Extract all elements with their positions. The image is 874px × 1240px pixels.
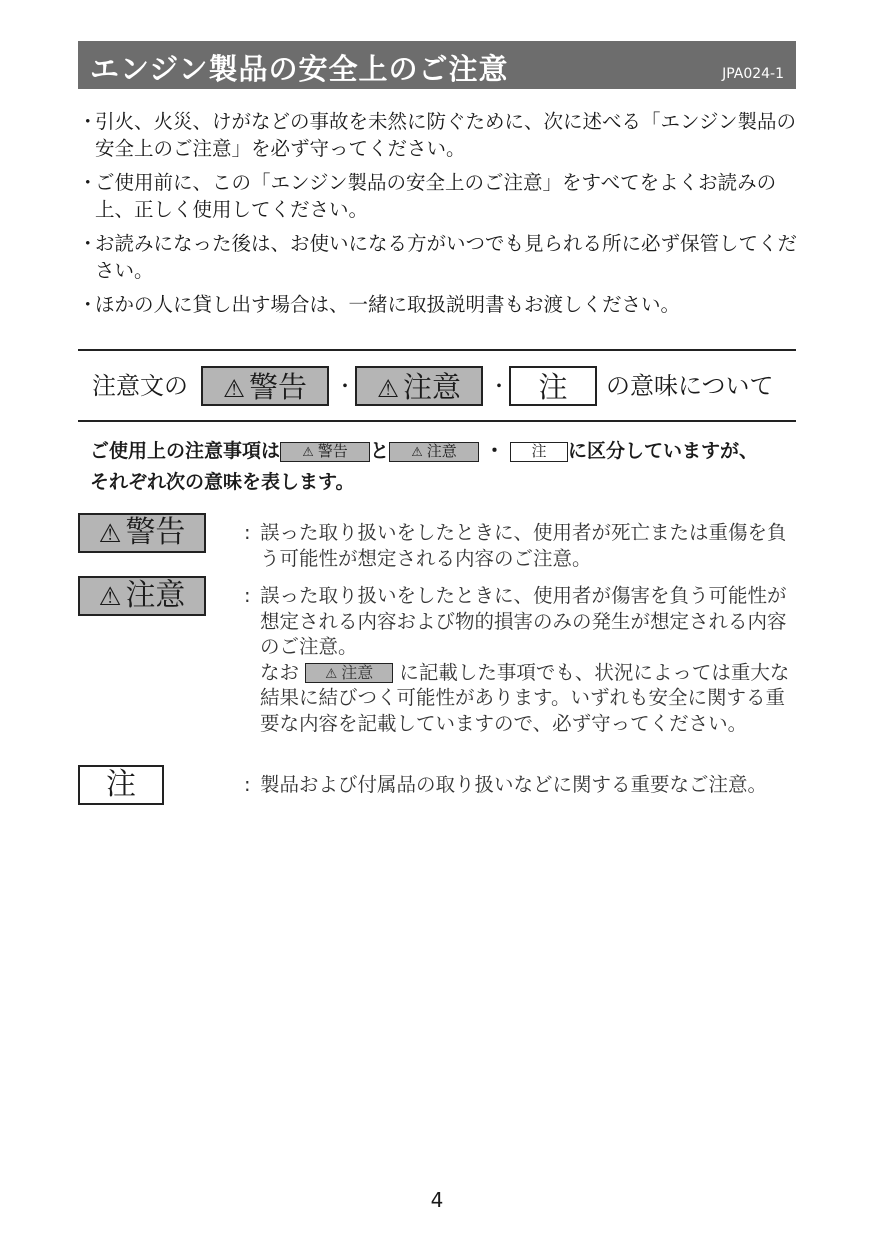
note-badge <box>509 366 597 406</box>
meaning-heading <box>78 364 796 408</box>
list-item <box>78 230 798 284</box>
intro-paragraph <box>90 436 796 498</box>
note-definition-label: 注 <box>78 765 164 805</box>
meaning-prefix: 注意文の <box>92 372 188 400</box>
colon: : <box>244 521 251 544</box>
caution-badge <box>355 366 483 406</box>
bullet-marker: ・ <box>78 232 98 255</box>
warning-definition-text: 誤った取り扱いをしたときに、使用者が死亡または重傷を負う可能性が想定される内容のご注意。 <box>260 521 787 570</box>
warning-triangle-icon: ⚠ <box>222 374 246 403</box>
bullet-list <box>78 108 798 325</box>
intro-text: ご使用上の注意事項は <box>90 440 281 462</box>
bullet-marker: ・ <box>78 171 98 194</box>
caution-definition-note <box>260 660 800 737</box>
list-item <box>78 108 798 162</box>
caution-inline-badge <box>305 663 393 683</box>
warning-mini-label: 警告 <box>317 441 348 460</box>
colon: : <box>244 584 251 607</box>
warning-triangle-icon: ⚠ <box>325 666 338 682</box>
caution-definition-label <box>78 576 206 616</box>
note-prefix: なお <box>260 660 300 684</box>
bullet-text: 引火、火災、けがなどの事故を未然に防ぐために、次に述べる「エンジン製品の安全上のご注意」を必ず守ってください。 <box>95 110 797 160</box>
warning-triangle-icon: ⚠ <box>98 519 122 549</box>
bullet-text: ご使用前に、この「エンジン製品の安全上のご注意」をすべてをよくお読みの上、正しく使用してください。 <box>95 171 777 221</box>
caution-inline-label: 注意 <box>341 663 374 682</box>
intro-text: に区分していますが、 <box>568 440 759 462</box>
list-item <box>78 291 798 318</box>
page-number: 4 <box>430 1188 444 1212</box>
warning-definition-label <box>78 513 206 553</box>
warning-definition-label-text: 警告 <box>125 515 186 550</box>
note-definition-text: 製品および付属品の取り扱いなどに関する重要なご注意。 <box>260 773 768 796</box>
caution-badge-label: 注意 <box>403 370 462 404</box>
bullet-text: お読みになった後は、お使いになる方がいつでも見られる所に必ず保管してください。 <box>95 232 798 282</box>
warning-definition <box>244 520 800 571</box>
separator: ・ <box>335 374 355 398</box>
title-bar <box>78 41 796 89</box>
bullet-marker: ・ <box>78 110 98 133</box>
intro-line-2: それぞれ次の意味を表します。 <box>90 471 355 493</box>
list-item <box>78 169 798 223</box>
separator: ・ <box>489 374 509 398</box>
note-mini-label: 注 <box>531 441 547 460</box>
page-title: エンジン製品の安全上のご注意 <box>90 52 509 86</box>
divider-top <box>78 349 796 351</box>
caution-mini-badge <box>389 442 479 462</box>
bullet-text: ほかの人に貸し出す場合は、一緒に取扱説明書もお渡しください。 <box>95 293 681 316</box>
divider-bottom <box>78 420 796 422</box>
warning-badge <box>201 366 329 406</box>
caution-mini-label: 注意 <box>426 441 457 460</box>
caution-definition-label-text: 注意 <box>125 578 186 613</box>
note-mini-badge <box>510 442 568 462</box>
meaning-suffix: の意味について <box>606 372 774 400</box>
colon: : <box>244 773 251 796</box>
caution-definition <box>244 583 800 736</box>
warning-badge-label: 警告 <box>249 370 308 404</box>
document-code: JPA024-1 <box>722 66 784 82</box>
note-definition <box>244 772 800 798</box>
bullet-marker: ・ <box>78 293 98 316</box>
warning-triangle-icon: ⚠ <box>376 374 400 403</box>
note-text: に記載した事項でも、状況によっては重大な結果に結びつく可能性があります。いずれも安全に関する重要な内容を記載していますので、必ず守ってください。 <box>260 660 790 735</box>
note-badge-label: 注 <box>538 370 568 404</box>
intro-conjunction: と <box>370 440 390 462</box>
warning-mini-badge <box>280 442 370 462</box>
caution-definition-text: 誤った取り扱いをしたときに、使用者が傷害を負う可能性が想定される内容および物的損害のみの発生が想定される内容のご注意。 <box>260 584 787 658</box>
warning-triangle-icon: ⚠ <box>411 444 423 460</box>
warning-triangle-icon: ⚠ <box>302 444 314 460</box>
intro-separator: ・ <box>485 440 505 462</box>
warning-triangle-icon: ⚠ <box>98 582 122 612</box>
